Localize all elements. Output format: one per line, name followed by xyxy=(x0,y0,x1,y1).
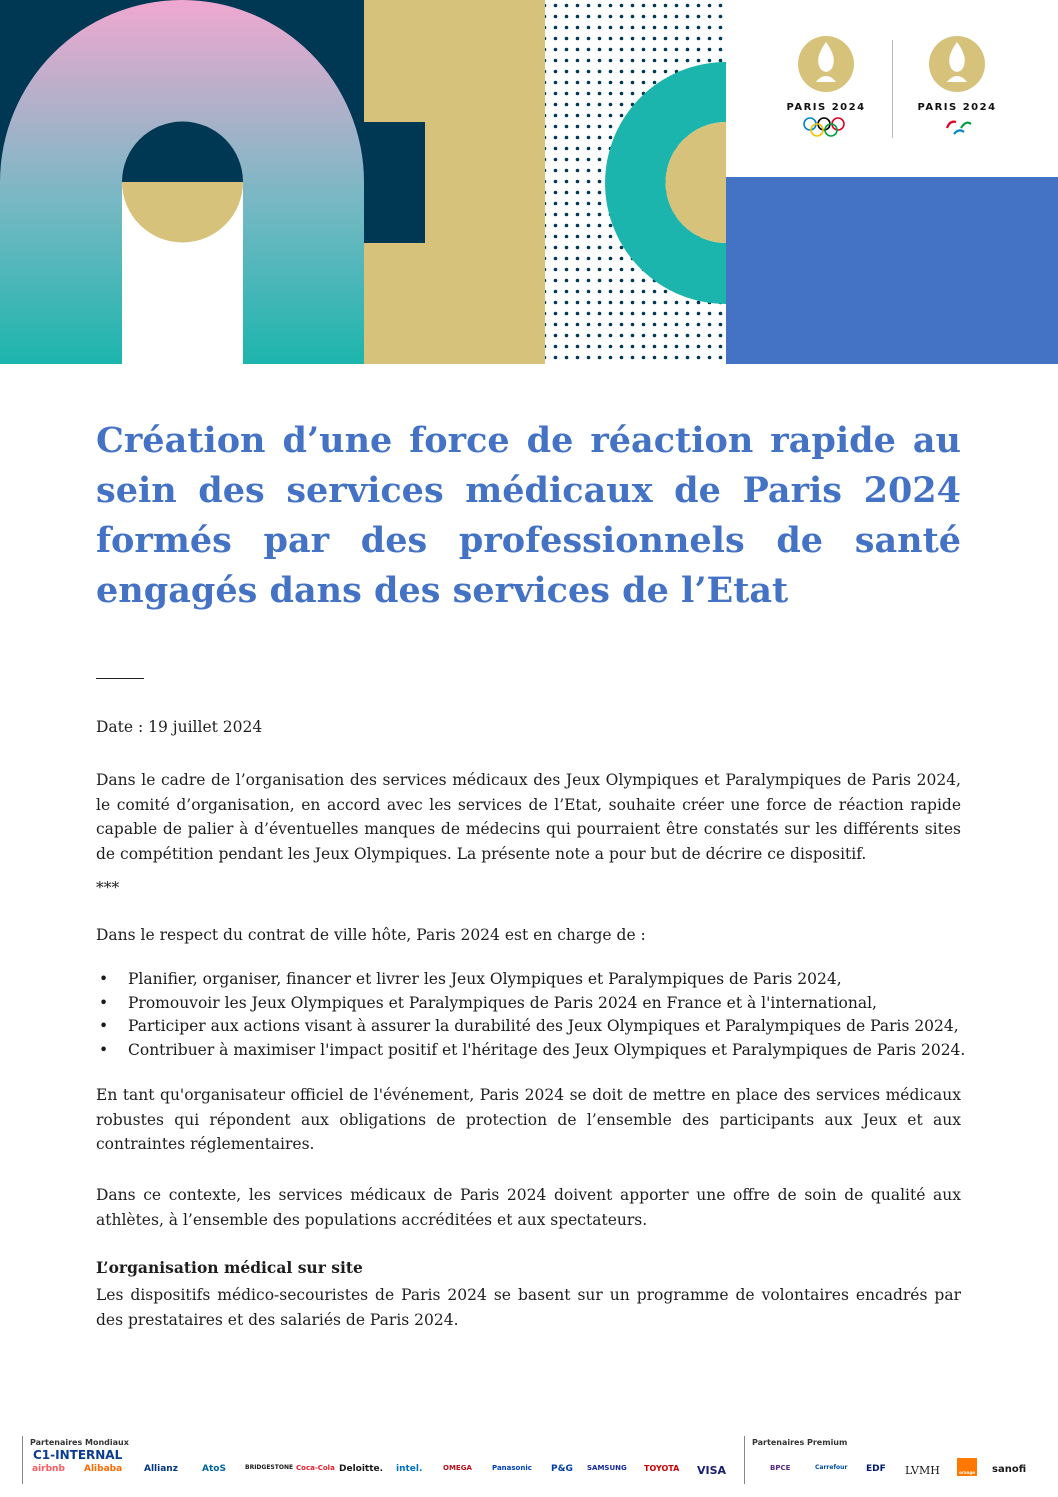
olympic-logo-label xyxy=(781,100,871,113)
olympic-logo xyxy=(798,36,854,92)
section-paragraph: Les dispositifs médico-secouristes de Paris 2024 se basent sur un programme de volontaires encadrés par des prestataires et des salariés de Paris 2024. xyxy=(96,1286,961,1329)
blue-block xyxy=(726,177,1058,364)
sponsor-bpce: BPCE xyxy=(770,1464,791,1472)
organizer-paragraph: En tant qu'organisateur officiel de l'événement, Paris 2024 se doit de mettre en place des services médicaux robustes qui répondent aux obligations de protection de l’ensemble des participants aux Jeux et aux contraintes réglementaires. xyxy=(96,1086,961,1153)
separator: *** xyxy=(96,879,120,897)
list-item-text: Planifier, organiser, financer et livrer les Jeux Olympiques et Paralympiques de Paris 2024, xyxy=(128,970,842,988)
paralympic-logo xyxy=(929,36,985,92)
list-item-text: Promouvoir les Jeux Olympiques et Paralympiques de Paris 2024 en France et à l'international, xyxy=(128,993,877,1012)
sponsor-bridgestone: BRIDGESTONE xyxy=(245,1464,294,1471)
paralympic-logo-label xyxy=(912,100,1002,113)
sponsor-intel: intel. xyxy=(396,1464,423,1474)
sponsor-samsung: SAMSUNG xyxy=(587,1464,627,1472)
intro-paragraph: Dans le cadre de l’organisation des services médicaux des Jeux Olympiques et Paralympiques de Paris 2024, le comité d’organisation, en accord avec les services de l’Etat, souhaite créer une force de réaction rapide capable de palier à d’éventuelles manques de médecins qui pourraient être constatés sur les différents sites de compétition pendant les Jeux Olympiques. La présente note a pour but de décrire ce dispositif. xyxy=(96,771,961,863)
internal-watermark: C1-INTERNAL xyxy=(33,1448,123,1462)
sponsor-lvmh: LVMH xyxy=(905,1464,940,1477)
sponsor-sanofi: sanofi xyxy=(992,1464,1027,1475)
sponsor-allianz: Allianz xyxy=(144,1464,178,1474)
world-partners-label: Partenaires Mondiaux xyxy=(30,1438,129,1447)
sponsor-visa: VISA xyxy=(697,1464,727,1477)
responsibility-list xyxy=(96,968,976,1062)
sponsor-panasonic: Panasonic xyxy=(492,1464,532,1472)
page-title: Création d’une force de réaction rapide au sein des services médicaux de Paris 2024 formés par des professionnels de santé engagés dans des services de l’Etat xyxy=(96,420,961,611)
footer-left-rule xyxy=(22,1436,23,1484)
olympic-logo-text: PARIS 2024 xyxy=(786,102,866,113)
list-item xyxy=(96,968,976,992)
bullet-icon: • xyxy=(99,970,109,988)
list-item-text: Contribuer à maximiser l'impact positif et l'héritage des Jeux Olympiques et Paralympiques de Paris 2024. xyxy=(128,1040,966,1059)
sponsor-deloitte: Deloitte. xyxy=(339,1464,384,1474)
date-line: Date : 19 juillet 2024 xyxy=(96,718,263,736)
list-item-text: Participer aux actions visant à assurer la durabilité des Jeux Olympiques et Paralympiques de Paris 2024, xyxy=(128,1017,959,1035)
sponsor-pg: P&G xyxy=(551,1464,573,1474)
sponsor-edf: EDF xyxy=(866,1464,886,1474)
list-item xyxy=(96,992,976,1016)
premium-partners-label: Partenaires Premium xyxy=(752,1438,848,1447)
footer-mid-rule xyxy=(744,1436,745,1484)
bullet-icon: • xyxy=(99,993,109,1012)
list-item xyxy=(96,1015,976,1039)
sponsor-omega: OMEGA xyxy=(443,1464,472,1472)
section-heading: L’organisation médical sur site xyxy=(96,1258,363,1277)
context-paragraph: Dans ce contexte, les services médicaux de Paris 2024 doivent apporter une offre de soin de qualité aux athlètes, à l’ensemble des populations accréditées et aux spectateurs. xyxy=(96,1186,961,1229)
sponsor-carrefour: Carrefour xyxy=(815,1464,848,1471)
sponsor-coca-cola: Coca-Cola xyxy=(296,1464,335,1472)
charge-intro: Dans le respect du contrat de ville hôte, Paris 2024 est en charge de : xyxy=(96,926,646,944)
bullet-icon: • xyxy=(99,1040,109,1059)
sponsor-orange: orange xyxy=(957,1458,977,1476)
header-artwork xyxy=(0,0,1058,364)
sponsor-toyota: TOYOTA xyxy=(644,1464,680,1473)
bullet-icon: • xyxy=(99,1017,109,1035)
sponsor-alibaba: Alibaba xyxy=(84,1464,123,1474)
agitos xyxy=(947,122,971,134)
olympic-rings xyxy=(804,118,844,136)
navy-notch xyxy=(364,122,425,243)
list-item xyxy=(96,1039,976,1063)
paralympic-logo-text: PARIS 2024 xyxy=(917,102,997,113)
title-divider xyxy=(96,678,144,679)
sponsor-airbnb: airbnb xyxy=(32,1464,65,1474)
sponsor-atos: AtoS xyxy=(202,1464,226,1474)
